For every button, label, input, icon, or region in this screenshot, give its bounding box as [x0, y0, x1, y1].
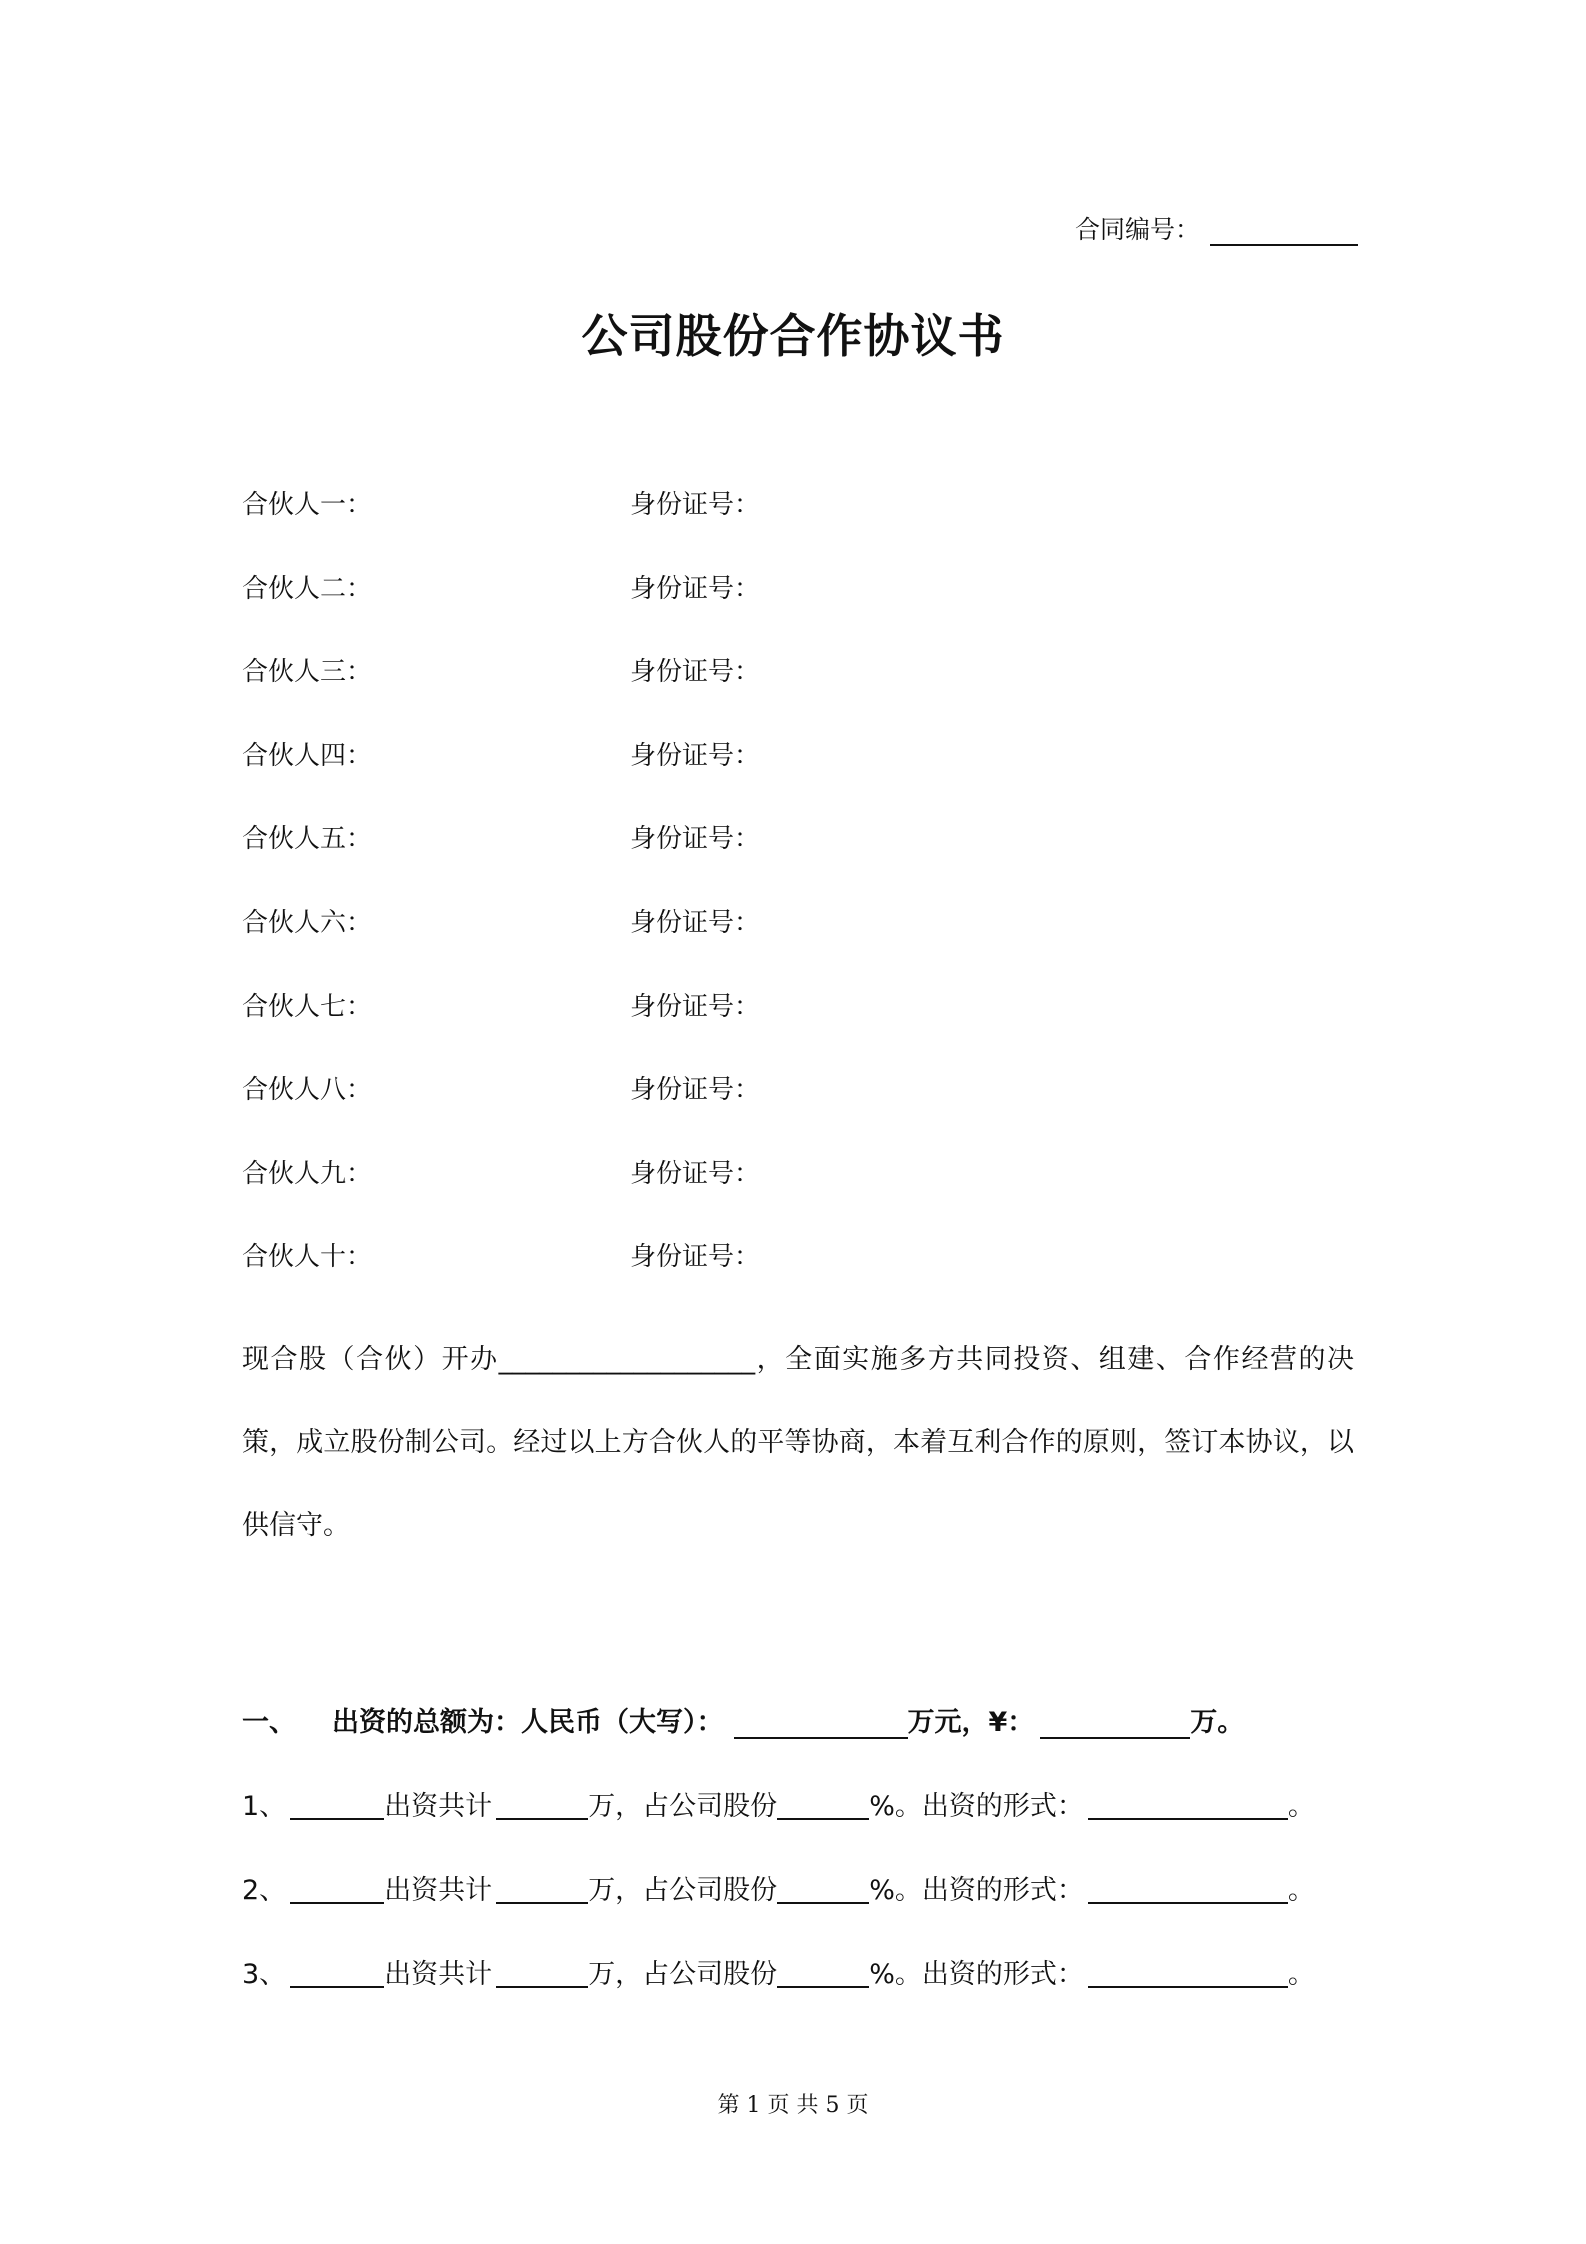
- allocation-row: [242, 1784, 1315, 1868]
- partner-label: 合伙人四：: [242, 740, 373, 771]
- allocation-index: 2、: [242, 1875, 287, 1906]
- partner-row: [242, 986, 760, 1070]
- partner-list: [242, 484, 760, 1320]
- amount-number-blank: [1040, 1703, 1190, 1739]
- partner-row: [242, 735, 760, 819]
- contract-number-label: 合同编号：: [1074, 215, 1200, 244]
- partner-label: 合伙人八：: [242, 1075, 373, 1106]
- form-blank: [1088, 1784, 1288, 1820]
- name-blank: [290, 1784, 384, 1820]
- id-number-label: 身份证号：: [630, 1158, 761, 1189]
- partner-row: [242, 484, 760, 568]
- unit-wan: 万。: [1190, 1707, 1245, 1738]
- allocation-row: [242, 1868, 1315, 1952]
- percent-blank: [777, 1784, 869, 1820]
- allocation-text: 万，占公司股份: [588, 1791, 778, 1822]
- allocation-index: 1、: [242, 1791, 287, 1822]
- id-number-label: 身份证号：: [630, 740, 761, 771]
- form-blank: [1088, 1952, 1288, 1988]
- allocation-text: %。出资的形式：: [869, 1791, 1084, 1822]
- partner-row: [242, 818, 760, 902]
- allocation-text: %。出资的形式：: [869, 1875, 1084, 1906]
- partner-label: 合伙人十：: [242, 1242, 373, 1273]
- unit-wanyuan: 万元，¥：: [907, 1707, 1035, 1738]
- partner-row: [242, 1236, 760, 1320]
- allocation-text: 出资共计: [384, 1959, 493, 1990]
- partner-row: [242, 568, 760, 652]
- amount-blank: [496, 1868, 588, 1904]
- allocation-text: 出资共计: [384, 1791, 493, 1822]
- id-number-label: 身份证号：: [630, 907, 761, 938]
- allocation-end: 。: [1287, 1959, 1315, 1990]
- amount-blank: [496, 1952, 588, 1988]
- partner-label: 合伙人七：: [242, 991, 373, 1022]
- id-number-label: 身份证号：: [630, 490, 761, 520]
- allocation-text: %。出资的形式：: [869, 1959, 1084, 1990]
- partner-label: 合伙人九：: [242, 1158, 373, 1189]
- allocation-row: [242, 1952, 1315, 2036]
- amount-capital-blank: [734, 1703, 908, 1739]
- partner-row: [242, 1153, 760, 1237]
- form-blank: [1088, 1868, 1288, 1904]
- intro-paragraph: 现合股（合伙）开办___________________，全面实施多方共同投资、组建、合作经营的决策，成立股份制公司。经过以上方合伙人的平等协商，本着互利合作的原则，签订本协议，以供信守。: [242, 1344, 1354, 1541]
- section-1-heading: [242, 1700, 1244, 1739]
- partner-label: 合伙人一：: [242, 490, 373, 520]
- allocation-list: [242, 1784, 1315, 2036]
- section-label: 出资的总额为：人民币（大写）：: [332, 1707, 724, 1738]
- allocation-text: 出资共计: [384, 1875, 493, 1906]
- partner-label: 合伙人二：: [242, 573, 373, 604]
- partner-label: 合伙人五：: [242, 824, 373, 855]
- partner-label: 合伙人六：: [242, 907, 373, 938]
- allocation-text: 万，占公司股份: [588, 1875, 778, 1906]
- allocation-text: 万，占公司股份: [588, 1959, 778, 1990]
- partner-row: [242, 1069, 760, 1153]
- allocation-end: 。: [1287, 1875, 1315, 1906]
- section-number: 一、: [242, 1707, 296, 1738]
- name-blank: [290, 1868, 384, 1904]
- partner-row: [242, 902, 760, 986]
- percent-blank: [777, 1868, 869, 1904]
- id-number-label: 身份证号：: [630, 824, 761, 855]
- partner-label: 合伙人三：: [242, 657, 373, 688]
- page-footer: 第 1 页 共 5 页: [717, 2093, 869, 2118]
- id-number-label: 身份证号：: [630, 573, 761, 604]
- partner-row: [242, 651, 760, 735]
- id-number-label: 身份证号：: [630, 991, 761, 1022]
- percent-blank: [777, 1952, 869, 1988]
- allocation-index: 3、: [242, 1959, 287, 1990]
- id-number-label: 身份证号：: [630, 1075, 761, 1106]
- amount-blank: [496, 1784, 588, 1820]
- contract-number: [1075, 210, 1358, 246]
- id-number-label: 身份证号：: [630, 657, 761, 688]
- name-blank: [290, 1952, 384, 1988]
- contract-number-blank: [1210, 214, 1358, 246]
- document-title: 公司股份合作协议书: [581, 309, 1005, 363]
- id-number-label: 身份证号：: [630, 1242, 761, 1273]
- allocation-end: 。: [1287, 1791, 1315, 1822]
